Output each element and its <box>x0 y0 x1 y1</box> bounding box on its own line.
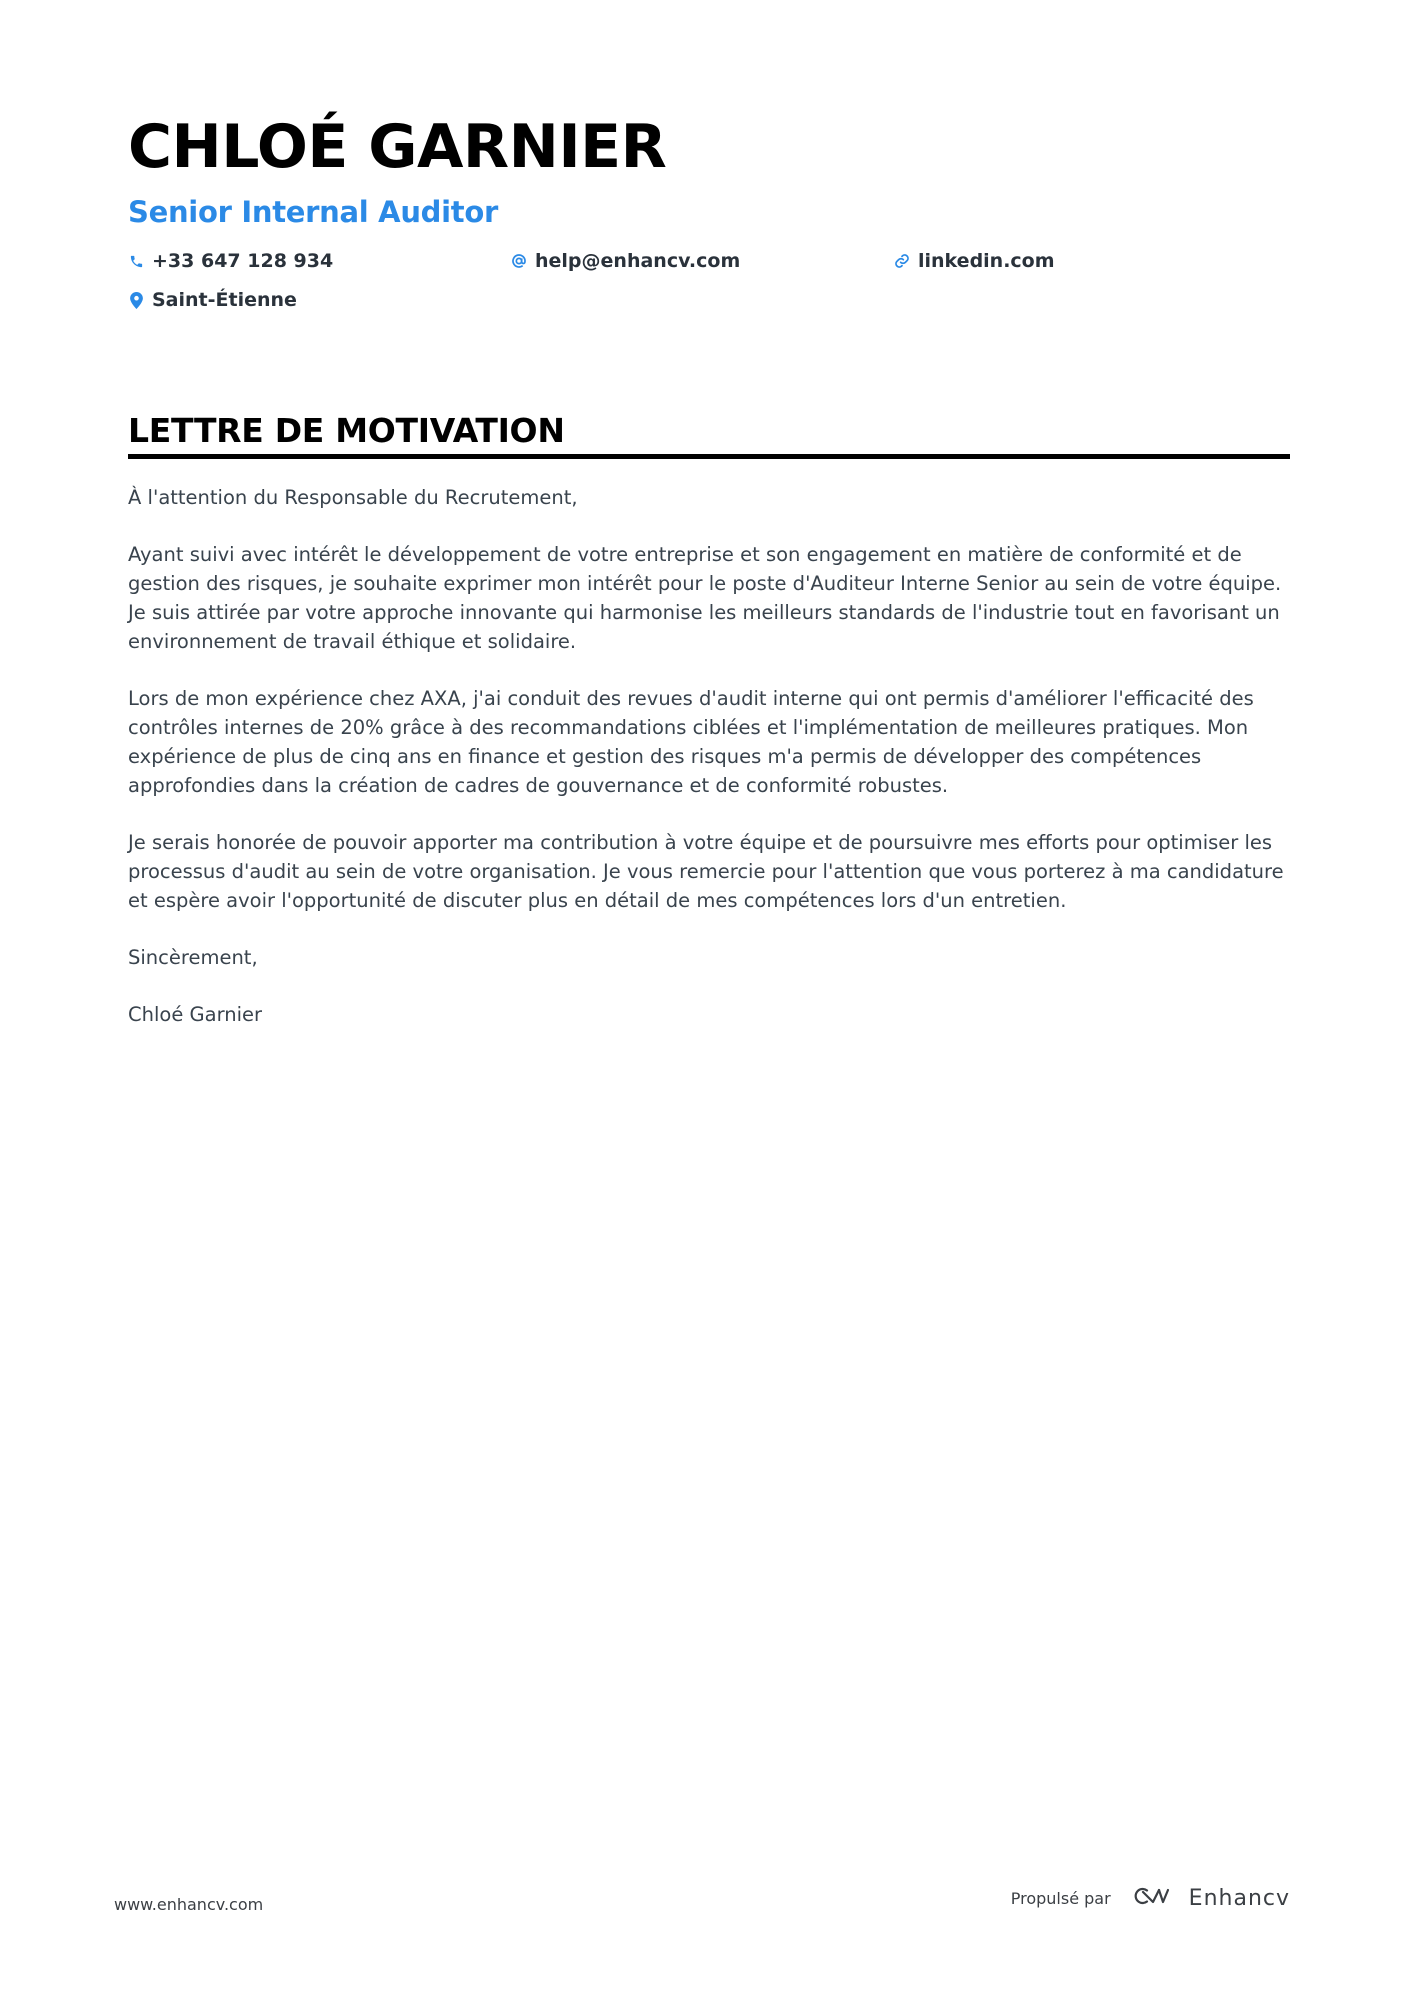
contact-email[interactable] <box>511 246 740 276</box>
footer-branding <box>1011 1884 1290 1912</box>
brand-logo[interactable] <box>1131 1884 1290 1912</box>
letter-signature: Chloé Garnier <box>128 1003 263 1026</box>
letter-closing: Sincèrement, <box>128 946 258 969</box>
candidate-name: CHLOÉ GARNIER <box>128 112 667 182</box>
at-icon <box>511 252 527 270</box>
email-address: help@enhancv.com <box>535 250 741 272</box>
powered-by-label: Propulsé par <box>1010 1888 1111 1908</box>
brand-name: Enhancv <box>1188 1885 1290 1911</box>
letter-paragraph: Je serais honorée de pouvoir apporter ma contribution à votre équipe et de poursuivre mes efforts pour optimiser les processus d'audit au sein de votre organisation. Je vous remercie pour l'attention que vous porterez à ma candidature et espère avoir l'opportunité de discuter plus en détail de mes compétences lors d'un entretien. <box>128 831 1284 912</box>
linkedin-url: linkedin.com <box>918 250 1055 272</box>
location-text: Saint-Étienne <box>152 289 297 311</box>
letter-body <box>128 483 1290 1029</box>
contact-phone <box>128 246 333 276</box>
contact-location <box>128 285 297 315</box>
phone-icon <box>128 252 144 270</box>
contact-info <box>128 246 1290 326</box>
footer-website[interactable]: www.enhancv.com <box>114 1895 264 1914</box>
letter-paragraph: Ayant suivi avec intérêt le développement de votre entreprise et son engagement en matière de conformité et de gestion des risques, je souhaite exprimer mon intérêt pour le poste d'Auditeur Interne Senior au sein de votre équipe. Je suis attirée par votre approche innovante qui harmonise les meilleurs standards de l'industrie tout en favorisant un environnement de travail éthique et solidaire. <box>128 543 1282 653</box>
phone-number: +33 647 128 934 <box>152 250 334 272</box>
job-title: Senior Internal Auditor <box>128 195 498 229</box>
letter-paragraph: Lors de mon expérience chez AXA, j'ai conduit des revues d'audit interne qui ont permis d'améliorer l'efficacité des contrôles internes de 20% grâce à des recommandations ciblées et l'implémentation de meilleures pratiques. Mon expérience de plus de cinq ans en finance et gestion des risques m'a permis de développer des compétences approfondies dans la création de cadres de gouvernance et de conformité robustes. <box>128 687 1254 797</box>
cover-letter-page <box>128 110 1290 1057</box>
letter-salutation: À l'attention du Responsable du Recrutement, <box>128 486 578 509</box>
section-heading: LETTRE DE MOTIVATION <box>128 410 1290 459</box>
location-pin-icon <box>128 291 144 309</box>
enhancv-logo-icon <box>1131 1884 1177 1912</box>
link-icon <box>894 252 910 270</box>
contact-linkedin[interactable] <box>894 246 1055 276</box>
